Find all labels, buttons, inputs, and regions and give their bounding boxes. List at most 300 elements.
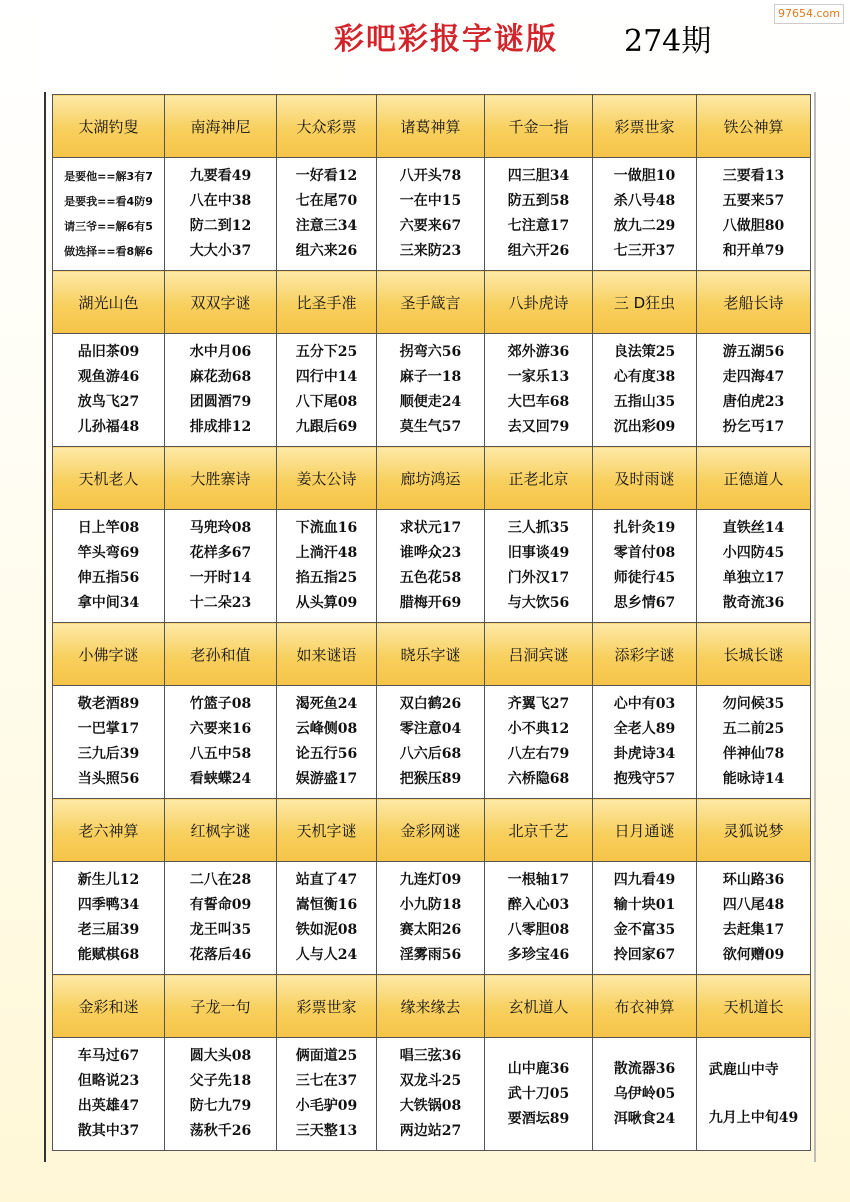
riddle-line: 一好看12 <box>295 168 358 184</box>
riddle-lines <box>78 516 139 616</box>
riddle-line: 拐弯六56 <box>399 344 462 360</box>
riddle-line: 放九二29 <box>613 218 676 234</box>
riddle-line: 九月上中旬49 <box>708 1110 799 1126</box>
riddle-line: 要酒坛89 <box>507 1110 570 1127</box>
riddle-cell <box>485 686 593 799</box>
header-row <box>53 271 811 334</box>
riddle-line: 花样多67 <box>189 545 252 561</box>
riddle-cell <box>165 510 277 623</box>
riddle-line: 淫雾雨56 <box>399 947 462 963</box>
riddle-cell <box>377 158 485 271</box>
right-rule <box>814 92 816 1162</box>
riddle-line: 有誓命09 <box>189 897 252 913</box>
riddle-line: 五要来57 <box>722 193 785 209</box>
riddle-line: 一巴掌17 <box>77 721 140 737</box>
riddle-line: 八在中38 <box>189 193 252 209</box>
riddle-line: 八零胆08 <box>507 922 570 938</box>
riddle-line: 求状元17 <box>399 520 462 536</box>
riddle-line: 旧事谈49 <box>507 545 570 561</box>
riddle-line: 三人抓35 <box>507 520 570 536</box>
riddle-lines <box>400 516 461 616</box>
riddle-line: 三九后39 <box>77 746 140 762</box>
riddle-line: 排成排12 <box>189 419 252 435</box>
riddle-lines <box>614 868 675 968</box>
riddle-lines <box>400 1044 461 1144</box>
riddle-line: 铁如泥08 <box>295 922 358 938</box>
riddle-line: 大大小37 <box>189 243 252 259</box>
riddle-lines <box>709 1046 798 1142</box>
riddle-lines <box>296 1044 357 1144</box>
riddle-line: 能赋棋68 <box>77 947 140 963</box>
riddle-line: 俩面道25 <box>295 1048 358 1064</box>
riddle-cell <box>593 158 697 271</box>
riddle-line: 十二朵23 <box>189 595 252 611</box>
page-title: 彩吧彩报字谜版 <box>334 22 558 57</box>
riddle-cell <box>165 1038 277 1151</box>
riddle-line: 四季鸭34 <box>77 897 140 913</box>
column-header: 灵狐说梦 <box>697 799 811 862</box>
riddle-lines <box>78 1044 139 1144</box>
riddle-lines <box>508 516 569 616</box>
column-header: 晓乐字谜 <box>377 623 485 686</box>
riddle-line: 齐翼飞27 <box>507 696 570 712</box>
riddle-line: 思乡情67 <box>613 595 676 611</box>
riddle-lines <box>400 692 461 792</box>
column-header: 大众彩票 <box>277 95 377 158</box>
riddle-lines <box>64 164 153 264</box>
riddle-line: 散奇流36 <box>722 595 785 611</box>
riddle-line: 九跟后69 <box>295 419 358 435</box>
riddle-line: 与大饮56 <box>507 595 570 611</box>
white-patch-center <box>340 60 578 90</box>
riddle-line: 论五行56 <box>295 746 358 762</box>
riddle-line: 三天整13 <box>295 1123 358 1139</box>
riddle-line: 看蛱蝶24 <box>189 771 252 787</box>
riddle-line: 散其中37 <box>77 1123 140 1139</box>
riddle-lines <box>723 164 784 264</box>
white-patch-left <box>40 18 272 88</box>
riddle-line: 去又回79 <box>507 419 570 435</box>
riddle-line: 多珍宝46 <box>507 947 570 963</box>
riddle-line: 四三胆34 <box>507 168 570 184</box>
riddle-line: 六要来67 <box>399 218 462 234</box>
riddle-line: 小四防45 <box>722 545 785 561</box>
riddle-line: 拿中间34 <box>77 595 140 611</box>
riddle-line: 师徒行45 <box>613 570 676 586</box>
riddle-line: 从头算09 <box>295 595 358 611</box>
riddle-line: 麻子一18 <box>399 369 462 385</box>
riddle-line: 武鹿山中寺 <box>708 1062 779 1078</box>
riddle-line: 零注意04 <box>399 721 462 737</box>
riddle-line: 扮乞丐17 <box>722 419 785 435</box>
riddle-lines <box>400 164 461 264</box>
riddle-line: 日上竿08 <box>77 520 140 536</box>
riddle-line: 小毛驴09 <box>295 1098 358 1114</box>
riddle-cell <box>53 334 165 447</box>
riddle-lines <box>296 692 357 792</box>
riddle-line: 组六开26 <box>507 243 570 259</box>
riddle-lines <box>508 1057 569 1132</box>
riddle-line: 人与人24 <box>295 947 358 963</box>
riddle-cell <box>377 862 485 975</box>
riddle-cell <box>165 862 277 975</box>
riddle-cell <box>53 158 165 271</box>
riddle-line: 六要来16 <box>189 721 252 737</box>
header-row <box>53 95 811 158</box>
riddle-lines <box>78 692 139 792</box>
riddle-line: 郊外游36 <box>507 344 570 360</box>
riddle-line: 二八在28 <box>189 872 252 888</box>
column-header: 廊坊鸿运 <box>377 447 485 510</box>
riddle-line: 双龙斗25 <box>399 1073 462 1089</box>
column-header: 天机老人 <box>53 447 165 510</box>
riddle-line: 五分下25 <box>295 344 358 360</box>
riddle-line: 八左右79 <box>507 746 570 762</box>
riddle-cell <box>697 510 811 623</box>
riddle-cell <box>485 1038 593 1151</box>
riddle-line: 下流血16 <box>295 520 358 536</box>
riddle-line: 上淌汗48 <box>295 545 358 561</box>
riddle-line: 伸五指56 <box>77 570 140 586</box>
riddle-lines <box>190 1044 251 1144</box>
riddle-line: 荡秋千26 <box>189 1123 252 1139</box>
riddle-line: 四八尾48 <box>722 897 785 913</box>
column-header: 红枫字谜 <box>165 799 277 862</box>
riddle-lines <box>190 692 251 792</box>
riddle-line: 乌伊岭05 <box>613 1085 676 1102</box>
column-header: 彩票世家 <box>593 95 697 158</box>
column-header: 天机道长 <box>697 975 811 1038</box>
column-header: 长城长谜 <box>697 623 811 686</box>
riddle-row <box>53 334 811 447</box>
riddle-line: 勿问候35 <box>722 696 785 712</box>
riddle-line: 水中月06 <box>189 344 252 360</box>
riddle-lines <box>614 164 675 264</box>
column-header: 天机字谜 <box>277 799 377 862</box>
riddle-line: 父子先18 <box>189 1073 252 1089</box>
column-header: 诸葛神算 <box>377 95 485 158</box>
riddle-line: 八做胆80 <box>722 218 785 234</box>
riddle-line: 云峰侧08 <box>295 721 358 737</box>
riddle-cell <box>277 862 377 975</box>
riddle-lines <box>190 516 251 616</box>
riddle-cell <box>53 510 165 623</box>
header-row <box>53 975 811 1038</box>
riddle-line: 八六后68 <box>399 746 462 762</box>
riddle-line: 老三届39 <box>77 922 140 938</box>
riddle-line: 注意三34 <box>295 218 358 234</box>
riddle-line: 渴死鱼24 <box>295 696 358 712</box>
riddle-line: 当头照56 <box>77 771 140 787</box>
riddle-lines <box>400 340 461 440</box>
riddle-cell <box>377 686 485 799</box>
riddle-row <box>53 862 811 975</box>
riddle-table <box>52 94 811 1151</box>
riddle-line: 出英雄47 <box>77 1098 140 1114</box>
column-header: 双双字谜 <box>165 271 277 334</box>
riddle-line: 五二前25 <box>722 721 785 737</box>
riddle-cell <box>53 1038 165 1151</box>
riddle-line: 走四海47 <box>722 369 785 385</box>
riddle-line: 九要看49 <box>189 168 252 184</box>
column-header: 金彩和迷 <box>53 975 165 1038</box>
riddle-line: 小不典12 <box>507 721 570 737</box>
riddle-line: 武十刀05 <box>507 1085 570 1102</box>
riddle-lines <box>508 868 569 968</box>
column-header: 老孙和值 <box>165 623 277 686</box>
riddle-lines <box>508 340 569 440</box>
riddle-line: 一开时14 <box>189 570 252 586</box>
column-header: 老船长诗 <box>697 271 811 334</box>
riddle-lines <box>723 516 784 616</box>
riddle-line: 沉出彩09 <box>613 419 676 435</box>
riddle-cell <box>377 510 485 623</box>
riddle-cell <box>165 158 277 271</box>
riddle-cell <box>165 334 277 447</box>
riddle-line: 良法策25 <box>613 344 676 360</box>
riddle-cell <box>697 686 811 799</box>
riddle-line: 八开头78 <box>399 168 462 184</box>
riddle-line: 敬老酒89 <box>77 696 140 712</box>
header-row <box>53 447 811 510</box>
riddle-lines <box>508 692 569 792</box>
riddle-line: 双白鹤26 <box>399 696 462 712</box>
riddle-line: 圆大头08 <box>189 1048 252 1064</box>
riddle-lines <box>78 340 139 440</box>
column-header: 添彩字谜 <box>593 623 697 686</box>
riddle-line: 心有度38 <box>613 369 676 385</box>
riddle-line: 拎回家67 <box>613 947 676 963</box>
riddle-line: 新生儿12 <box>77 872 140 888</box>
riddle-line: 四行中14 <box>295 369 358 385</box>
column-header: 比圣手准 <box>277 271 377 334</box>
column-header: 正老北京 <box>485 447 593 510</box>
riddle-cell <box>277 334 377 447</box>
riddle-lines <box>296 868 357 968</box>
riddle-row <box>53 1038 811 1151</box>
riddle-line: 莫生气57 <box>399 419 462 435</box>
riddle-line: 唐伯虎23 <box>722 394 785 410</box>
riddle-line: 龙王叫35 <box>189 922 252 938</box>
column-header: 如来谜语 <box>277 623 377 686</box>
riddle-lines <box>723 340 784 440</box>
column-header: 缘来缘去 <box>377 975 485 1038</box>
riddle-line: 防五到58 <box>507 193 570 209</box>
riddle-lines <box>614 692 675 792</box>
column-header: 子龙一句 <box>165 975 277 1038</box>
riddle-cell <box>53 862 165 975</box>
riddle-line: 大铁锅08 <box>399 1098 462 1114</box>
column-header: 玄机道人 <box>485 975 593 1038</box>
column-header: 太湖钓叟 <box>53 95 165 158</box>
riddle-lines <box>508 164 569 264</box>
riddle-line: 和开单79 <box>722 243 785 259</box>
riddle-line: 放鸟飞27 <box>77 394 140 410</box>
riddle-lines <box>614 340 675 440</box>
riddle-line: 直铁丝14 <box>722 520 785 536</box>
riddle-line: 腊梅开69 <box>399 595 462 611</box>
left-rule <box>44 92 46 1162</box>
riddle-cell <box>697 862 811 975</box>
column-header: 大胜寨诗 <box>165 447 277 510</box>
riddle-line: 伴神仙78 <box>722 746 785 762</box>
riddle-lines <box>190 340 251 440</box>
riddle-line: 山中鹿36 <box>507 1060 570 1077</box>
column-header: 小佛字谜 <box>53 623 165 686</box>
riddle-line: 防七九79 <box>189 1098 252 1114</box>
riddle-line: 娱游盛17 <box>295 771 358 787</box>
column-header: 南海神尼 <box>165 95 277 158</box>
column-header: 布衣神算 <box>593 975 697 1038</box>
riddle-line: 是要他==解3有7 <box>64 170 153 183</box>
riddle-line: 嵩恒衡16 <box>295 897 358 913</box>
column-header: 日月通谜 <box>593 799 697 862</box>
riddle-line: 请三爷==解6有5 <box>64 220 153 233</box>
riddle-line: 一家乐13 <box>507 369 570 385</box>
riddle-line: 但略说23 <box>77 1073 140 1089</box>
riddle-line: 赛太阳26 <box>399 922 462 938</box>
column-header: 正德道人 <box>697 447 811 510</box>
riddle-line: 一根轴17 <box>507 872 570 888</box>
riddle-line: 做选择==看8解6 <box>64 245 153 258</box>
riddle-lines <box>614 516 675 616</box>
riddle-lines <box>723 868 784 968</box>
riddle-line: 心中有03 <box>613 696 676 712</box>
riddle-cell <box>593 1038 697 1151</box>
riddle-line: 团圆酒79 <box>189 394 252 410</box>
riddle-line: 扎针灸19 <box>613 520 676 536</box>
column-header: 金彩网谜 <box>377 799 485 862</box>
riddle-cell <box>485 334 593 447</box>
column-header: 圣手箴言 <box>377 271 485 334</box>
riddle-line: 七在尾70 <box>295 193 358 209</box>
riddle-line: 一做胆10 <box>613 168 676 184</box>
riddle-line: 把猴压89 <box>399 771 462 787</box>
riddle-cell <box>277 686 377 799</box>
riddle-lines <box>190 868 251 968</box>
column-header: 千金一指 <box>485 95 593 158</box>
riddle-line: 四九看49 <box>613 872 676 888</box>
riddle-cell <box>485 862 593 975</box>
riddle-line: 散流器36 <box>613 1060 676 1077</box>
riddle-line: 站直了47 <box>295 872 358 888</box>
riddle-line: 竹篮子08 <box>189 696 252 712</box>
riddle-line: 全老人89 <box>613 721 676 737</box>
riddle-line: 品旧茶09 <box>77 344 140 360</box>
riddle-line: 观鱼游46 <box>77 369 140 385</box>
riddle-line: 唱三弦36 <box>399 1048 462 1064</box>
column-header: 三 D狂虫 <box>593 271 697 334</box>
riddle-cell <box>165 686 277 799</box>
riddle-line: 醉入心03 <box>507 897 570 913</box>
riddle-line: 三来防23 <box>399 243 462 259</box>
riddle-line: 八五中58 <box>189 746 252 762</box>
issue-number: 274期 <box>624 24 712 59</box>
column-header: 及时雨谜 <box>593 447 697 510</box>
riddle-line: 七注意17 <box>507 218 570 234</box>
column-header: 铁公神算 <box>697 95 811 158</box>
riddle-cell <box>277 158 377 271</box>
riddle-line: 门外汉17 <box>507 570 570 586</box>
riddle-line: 抱残守57 <box>613 771 676 787</box>
riddle-cell <box>697 158 811 271</box>
riddle-lines <box>296 516 357 616</box>
riddle-line: 儿孙福48 <box>77 419 140 435</box>
riddle-line: 两边站27 <box>399 1123 462 1139</box>
riddle-line: 谁哗众23 <box>399 545 462 561</box>
riddle-cell <box>277 1038 377 1151</box>
column-header: 湖光山色 <box>53 271 165 334</box>
riddle-line: 九连灯09 <box>399 872 462 888</box>
riddle-line: 七三开37 <box>613 243 676 259</box>
riddle-cell <box>485 510 593 623</box>
riddle-line: 能咏诗14 <box>722 771 785 787</box>
riddle-line: 欲何赠09 <box>722 947 785 963</box>
column-header: 彩票世家 <box>277 975 377 1038</box>
riddle-lines <box>78 868 139 968</box>
header-row <box>53 799 811 862</box>
riddle-row <box>53 510 811 623</box>
riddle-line: 大巴车68 <box>507 394 570 410</box>
riddle-lines <box>296 340 357 440</box>
riddle-cell <box>593 334 697 447</box>
riddle-line: 是要我==看4防9 <box>64 195 153 208</box>
column-header: 老六神算 <box>53 799 165 862</box>
riddle-line: 五色花58 <box>399 570 462 586</box>
riddle-cell <box>593 862 697 975</box>
riddle-line: 卦虎诗34 <box>613 746 676 762</box>
riddle-lines <box>190 164 251 264</box>
riddle-cell <box>593 686 697 799</box>
riddle-lines <box>296 164 357 264</box>
riddle-row <box>53 158 811 271</box>
riddle-line: 输十块01 <box>613 897 676 913</box>
riddle-cell <box>485 158 593 271</box>
riddle-line: 洱啾食24 <box>613 1110 676 1127</box>
riddle-line: 金不富35 <box>613 922 676 938</box>
riddle-line: 顺便走24 <box>399 394 462 410</box>
riddle-row <box>53 686 811 799</box>
riddle-line: 车马过67 <box>77 1048 140 1064</box>
column-header: 八卦虎诗 <box>485 271 593 334</box>
riddle-line: 游五湖56 <box>722 344 785 360</box>
column-header: 北京千艺 <box>485 799 593 862</box>
riddle-lines <box>614 1057 675 1132</box>
riddle-cell <box>697 334 811 447</box>
riddle-line: 竿头弯69 <box>77 545 140 561</box>
riddle-line: 三要看13 <box>722 168 785 184</box>
header-row <box>53 623 811 686</box>
riddle-line: 一在中15 <box>399 193 462 209</box>
riddle-cell <box>697 1038 811 1151</box>
riddle-cell <box>377 1038 485 1151</box>
riddle-line: 环山路36 <box>722 872 785 888</box>
riddle-line: 小九防18 <box>399 897 462 913</box>
riddle-line: 杀八号48 <box>613 193 676 209</box>
riddle-line: 麻花劲68 <box>189 369 252 385</box>
riddle-line: 花落后46 <box>189 947 252 963</box>
column-header: 姜太公诗 <box>277 447 377 510</box>
riddle-line: 六桥隐68 <box>507 771 570 787</box>
riddle-cell <box>593 510 697 623</box>
riddle-line: 三七在37 <box>295 1073 358 1089</box>
riddle-line: 零首付08 <box>613 545 676 561</box>
riddle-line: 去赶集17 <box>722 922 785 938</box>
column-header: 吕洞宾谜 <box>485 623 593 686</box>
riddle-cell <box>53 686 165 799</box>
riddle-lines <box>400 868 461 968</box>
riddle-line: 防二到12 <box>189 218 252 234</box>
